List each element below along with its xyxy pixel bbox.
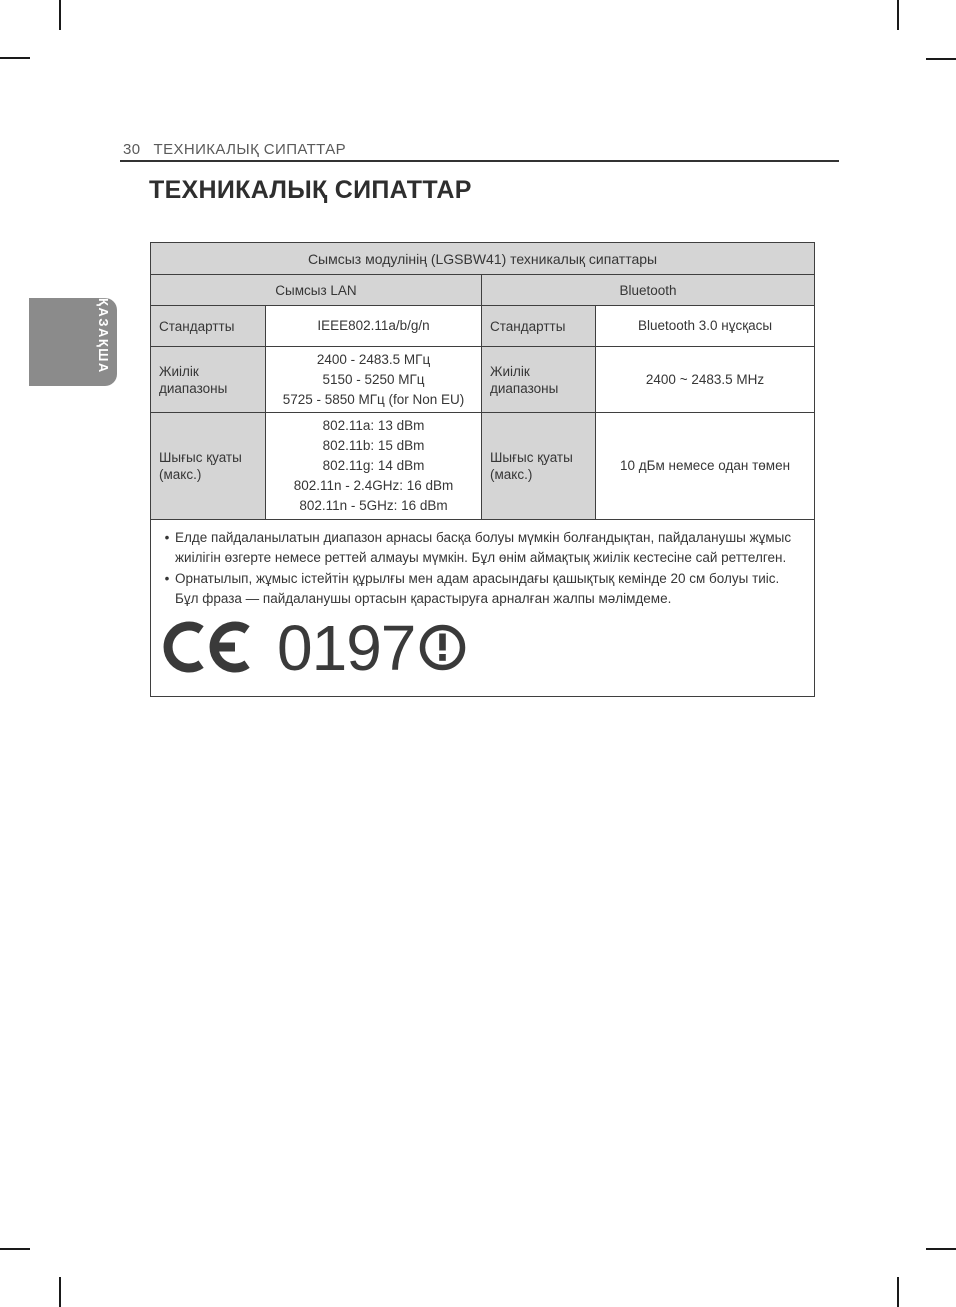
crop-mark-top-right-vertical [897,0,899,30]
crop-mark-bottom-left-horizontal [0,1248,30,1250]
note-text: Орнатылып, жұмыс істейтін құрылғы мен адам арасындағы қашықтық кемінде 20 см болуы тиіс. Бұл фраза — пайдаланушы ортасын қарастыруға арналған жалпы мәлімдеме. [175,571,780,606]
note-item [159,528,806,567]
language-side-tab [29,298,117,386]
wlan-frequency-label: Жиілік диапазоны [151,347,266,413]
wlan-frequency-line: 5150 - 5250 МГц [322,371,425,387]
bt-standard-value: Bluetooth 3.0 нұсқасы [596,306,815,347]
wlan-frequency-value [266,347,482,413]
bt-frequency-value: 2400 ~ 2483.5 MHz [596,347,815,413]
page-number: 30 [123,141,141,158]
crop-mark-top-right-horizontal [926,58,956,60]
table-title: Сымсыз модулінің (LGSBW41) техникалық сипаттары [151,243,815,275]
bt-standard-label: Стандартты [482,306,596,347]
wlan-power-line: 802.11n - 5GHz: 16 dBm [299,498,448,513]
crop-mark-bottom-right-horizontal [926,1248,956,1250]
crop-mark-top-left-horizontal [0,57,30,59]
running-header [123,141,346,158]
wlan-standard-value: IEEE802.11a/b/g/n [266,306,482,347]
notes-cell [151,520,815,697]
ce-logo-icon [163,620,267,674]
note-item [159,569,806,608]
spec-table [150,242,815,697]
wlan-power-line: 802.11b: 15 dBm [322,438,425,453]
bullet-marker: • [164,571,170,586]
wlan-frequency-line: 5725 - 5850 МГц (for Non EU) [282,391,465,407]
ce-number: 0197 [277,612,416,684]
section-header-wlan: Сымсыз LAN [151,275,482,306]
bt-frequency-label: Жиілік диапазоны [482,347,596,413]
wlan-power-line: 802.11n - 2.4GHz: 16 dBm [293,478,454,493]
running-header-title: ТЕХНИКАЛЫҚ СИПАТТАР [153,141,347,158]
note-text: Елде пайдаланылатын диапазон арнасы басқа болуы мүмкін болғандықтан, пайдаланушы жұмыс жиілігін өзгерте немесе реттей алмауы мүмкін. Бұл өнім аймақтық жиілік кестесіне сай реттелген. [175,530,792,565]
alert-icon [419,624,466,671]
bullet-marker: • [164,530,170,545]
page-title: ТЕХНИКАЛЫҚ СИПАТТАР [149,176,472,204]
crop-mark-bottom-left-vertical [59,1277,61,1307]
wlan-power-line: 802.11g: 14 dBm [322,458,425,473]
crop-mark-top-left-vertical [59,0,61,30]
wlan-power-label: Шығыс қуаты (макс.) [151,413,266,520]
wlan-standard-label: Стандартты [151,306,266,347]
section-header-bluetooth: Bluetooth [482,275,815,306]
crop-mark-bottom-right-vertical [897,1277,899,1307]
bt-power-value: 10 дБм немесе одан төмен [596,413,815,520]
wlan-power-line: 802.11a: 13 dBm [322,418,425,433]
header-rule [120,160,839,162]
wlan-power-value [266,413,482,520]
ce-marking [163,612,806,684]
wlan-frequency-line: 2400 - 2483.5 МГц [316,351,431,367]
bt-power-label: Шығыс қуаты (макс.) [482,413,596,520]
language-tab-label: ҚАЗАҚША [96,298,111,374]
